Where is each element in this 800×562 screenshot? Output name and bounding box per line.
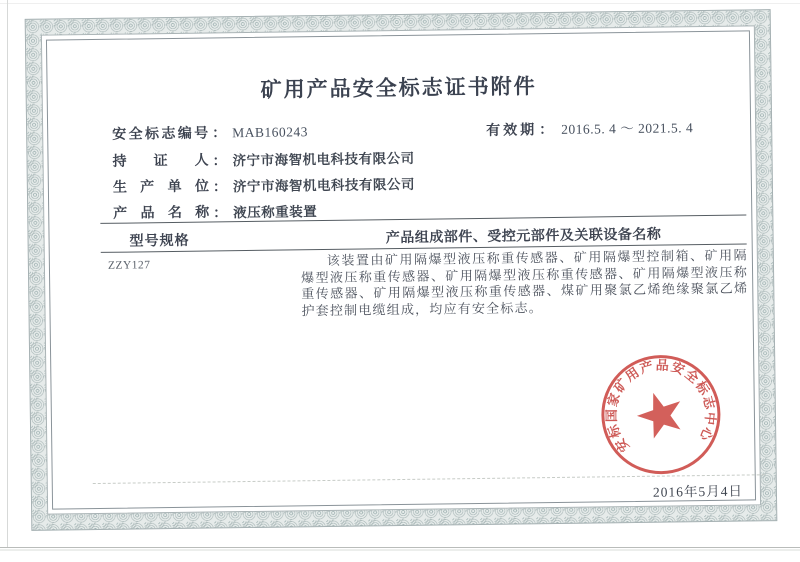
validity-label: 有效期 bbox=[486, 121, 538, 138]
certificate-sheet bbox=[25, 9, 778, 531]
scan-edge-bottom-light bbox=[0, 549, 800, 551]
field-holder bbox=[112, 147, 414, 173]
cert-no-colon: ： bbox=[212, 124, 227, 141]
issue-date: 2016年5月4日 bbox=[652, 483, 744, 500]
field-cert-no bbox=[112, 121, 308, 146]
product-value: 液压称重装置 bbox=[233, 204, 318, 221]
guilloche-border bbox=[41, 25, 761, 514]
manufacturer-label: 生产单位 bbox=[112, 177, 209, 195]
description-cell: 该装置由矿用隔爆型液压称重传感器、矿用隔爆型控制箱、矿用隔爆型液压称重传感器、矿用隔爆型液压称重传感器、矿用隔爆型液压称重传感器、矿用隔爆型液压称重传感器、煤矿用聚氯乙烯绝缘聚氯乙烯护套控制电缆组成，均应有安全标志。 bbox=[300, 247, 749, 319]
certificate-title: 矿用产品安全标志证书附件 bbox=[260, 74, 537, 102]
table-header-model: 型号规格 bbox=[129, 231, 190, 249]
scan-edge-bottom bbox=[0, 547, 800, 548]
manufacturer-colon: ： bbox=[212, 178, 227, 195]
cert-no-value: MAB160243 bbox=[232, 124, 309, 141]
holder-value: 济宁市海智机电科技有限公司 bbox=[232, 150, 415, 169]
holder-label: 持证人 bbox=[112, 151, 209, 169]
table-header-components: 产品组成部件、受控元部件及关联设备名称 bbox=[385, 225, 662, 246]
seal-graphic bbox=[595, 349, 727, 481]
inner-rule-frame bbox=[46, 30, 756, 509]
holder-colon: ： bbox=[212, 152, 227, 169]
scan-edge-left bbox=[7, 0, 8, 548]
scan-edge-top bbox=[0, 3, 800, 4]
seal-ring-text: 安标国家矿用产品安全标志中心 bbox=[603, 357, 719, 456]
manufacturer-value: 济宁市海智机电科技有限公司 bbox=[232, 176, 415, 195]
product-colon: ： bbox=[213, 204, 228, 221]
field-manufacturer bbox=[113, 173, 415, 199]
validity-colon: ： bbox=[539, 120, 554, 138]
certificate-content bbox=[47, 31, 755, 508]
product-label: 产品名称 bbox=[113, 203, 210, 221]
cert-no-label: 安全标志编号 bbox=[112, 124, 209, 142]
official-seal bbox=[595, 349, 727, 481]
field-validity bbox=[486, 116, 693, 140]
validity-value: 2016.5. 4 ～ 2021.5. 4 bbox=[561, 120, 694, 137]
model-cell: ZZY127 bbox=[107, 259, 151, 272]
star-icon bbox=[637, 393, 681, 439]
